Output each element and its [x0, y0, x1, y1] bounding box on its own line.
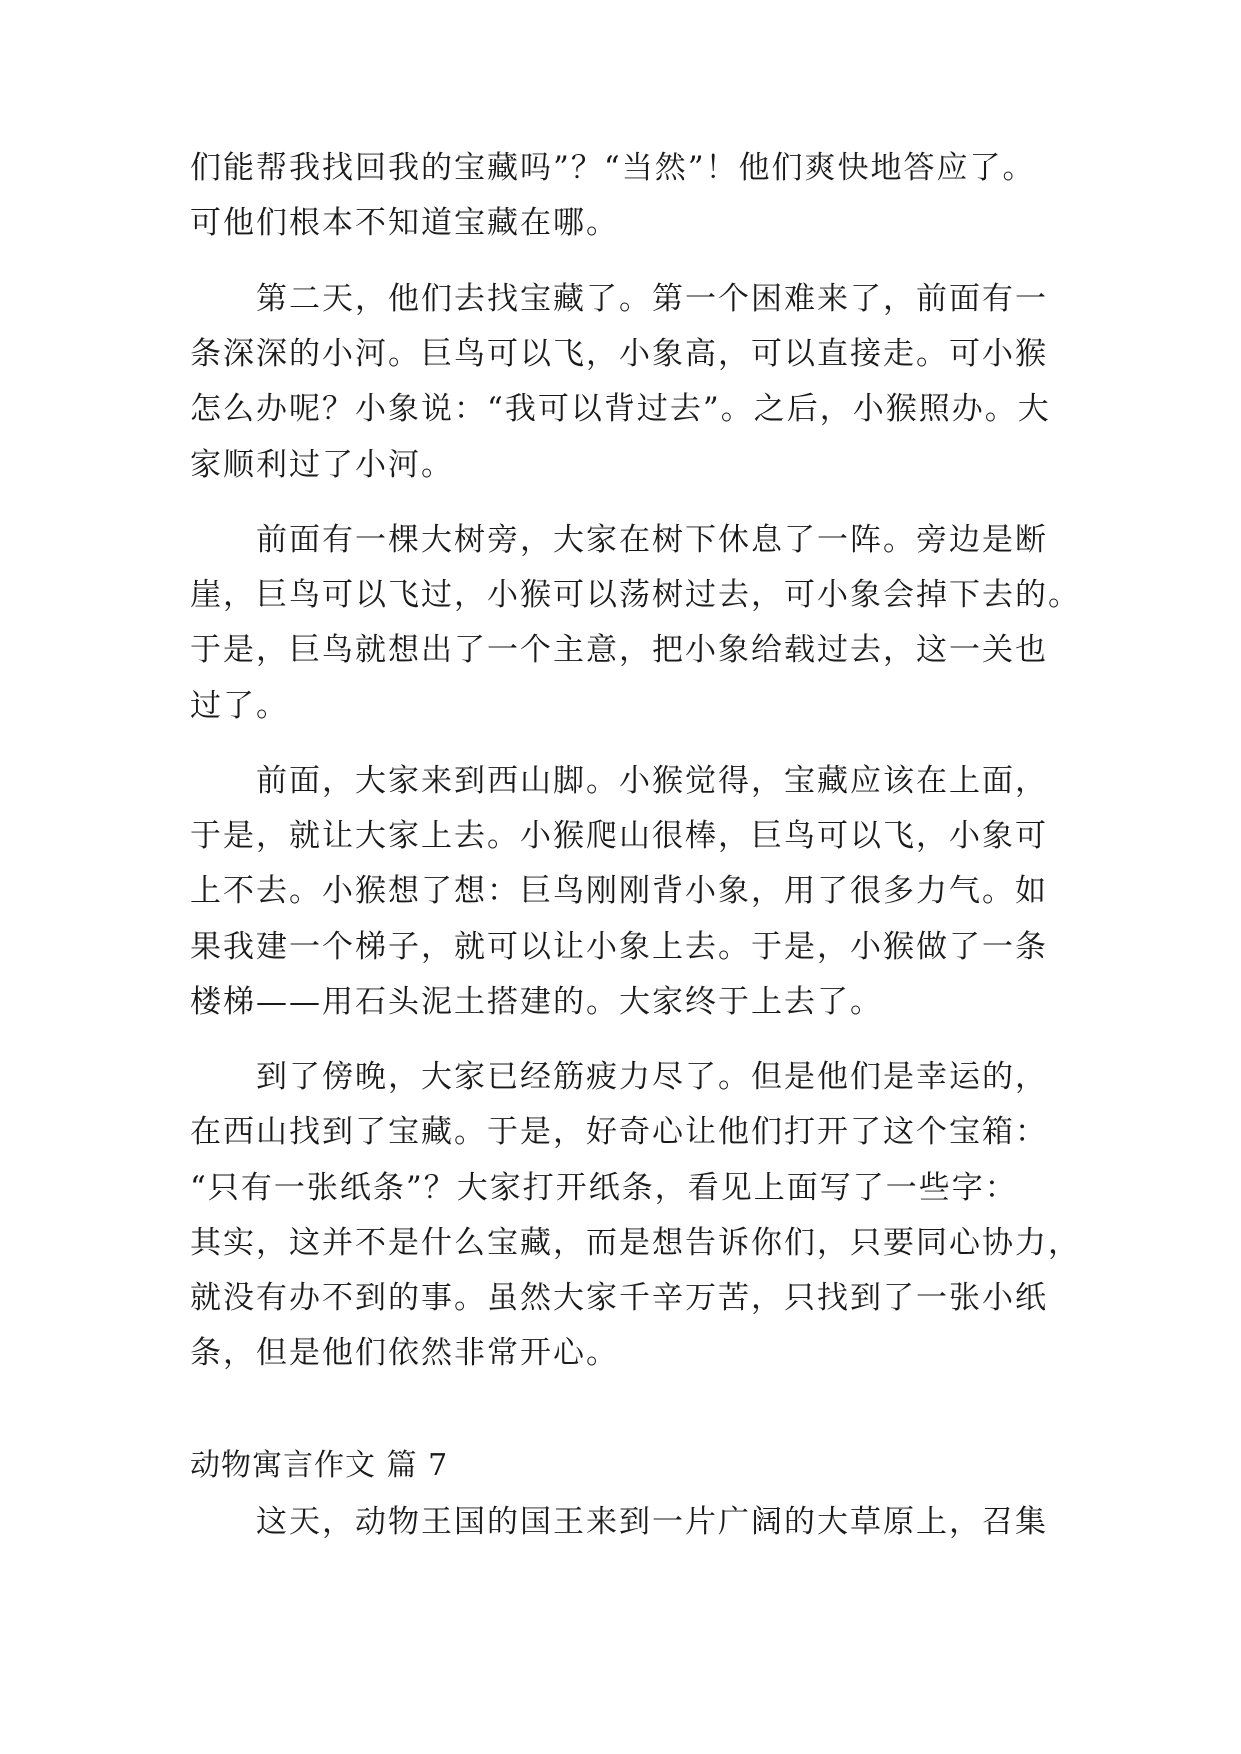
text-line: 上不去。小猴想了想：巨鸟刚刚背小象，用了很多力气。如 — [190, 873, 1048, 909]
text-line: 于是，就让大家上去。小猴爬山很棒，巨鸟可以飞，小象可 — [190, 818, 1048, 854]
paragraph-start-line: 这天，动物王国的国王来到一片广阔的大草原上，召集 — [256, 1504, 1048, 1540]
text-line: 果我建一个梯子，就可以让小象上去。于是，小猴做了一条 — [190, 929, 1048, 965]
text-line: 家顺利过了小河。 — [190, 447, 454, 483]
section-heading: 动物寓言作文 篇 7 — [190, 1448, 449, 1483]
paragraph-start-line: 到了傍晚，大家已经筋疲力尽了。但是他们是幸运的， — [256, 1059, 1048, 1095]
text-line: 楼梯——用石头泥土搭建的。大家终于上去了。 — [190, 984, 883, 1020]
text-line: 条深深的小河。巨鸟可以飞，小象高，可以直接走。可小猴 — [190, 336, 1048, 372]
text-line: 条，但是他们依然非常开心。 — [190, 1335, 619, 1371]
text-line: 怎么办呢？小象说：“我可以背过去”。之后，小猴照办。大 — [190, 391, 1051, 427]
paragraph-start-line: 第二天，他们去找宝藏了。第一个困难来了，前面有一 — [256, 281, 1048, 317]
text-line: 可他们根本不知道宝藏在哪。 — [190, 205, 619, 241]
paragraph-start-line: 前面有一棵大树旁，大家在树下休息了一阵。旁边是断 — [256, 522, 1048, 558]
text-line: 其实，这并不是什么宝藏，而是想告诉你们，只要同心协力， — [190, 1225, 1081, 1261]
text-line: 于是，巨鸟就想出了一个主意，把小象给载过去，这一关也 — [190, 632, 1048, 668]
text-line: 就没有办不到的事。虽然大家千辛万苦，只找到了一张小纸 — [190, 1280, 1048, 1316]
paragraph-start-line: 前面，大家来到西山脚。小猴觉得，宝藏应该在上面， — [256, 763, 1048, 799]
text-line: 在西山找到了宝藏。于是，好奇心让他们打开了这个宝箱： — [190, 1114, 1048, 1150]
text-line: “只有一张纸条”？大家打开纸条，看见上面写了一些字： — [190, 1170, 1018, 1206]
text-line: 过了。 — [190, 688, 289, 724]
text-line: 们能帮我找回我的宝藏吗”？“当然”！他们爽快地答应了。 — [190, 150, 1036, 186]
text-line: 崖，巨鸟可以飞过，小猴可以荡树过去，可小象会掉下去的。 — [190, 577, 1081, 613]
